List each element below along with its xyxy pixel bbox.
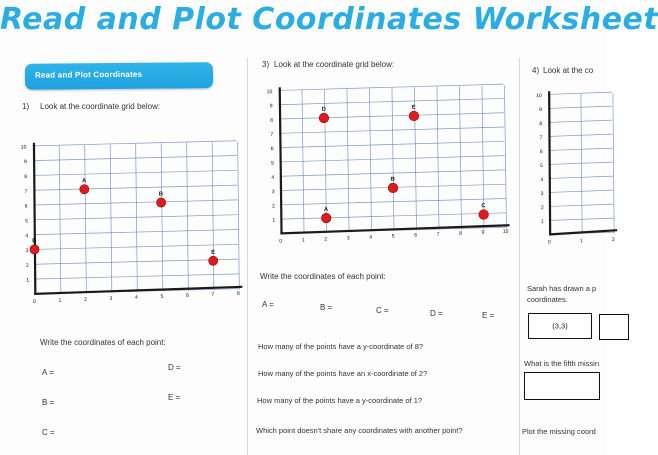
svg-text:6: 6 bbox=[185, 292, 189, 299]
section-banner bbox=[25, 62, 213, 90]
svg-text:6: 6 bbox=[539, 149, 543, 156]
q3-answer-c[interactable]: C = bbox=[376, 306, 389, 315]
q4-given-coordinate-value: (3,3) bbox=[552, 321, 568, 331]
svg-text:8: 8 bbox=[236, 290, 240, 297]
svg-text:2: 2 bbox=[271, 203, 275, 210]
svg-text:6: 6 bbox=[270, 146, 274, 153]
svg-text:10: 10 bbox=[502, 228, 509, 235]
svg-text:7: 7 bbox=[539, 135, 543, 142]
svg-text:2: 2 bbox=[83, 296, 87, 303]
svg-text:8: 8 bbox=[270, 117, 274, 124]
grid-1 bbox=[14, 136, 243, 310]
svg-text:0: 0 bbox=[547, 239, 551, 246]
svg-text:3: 3 bbox=[109, 295, 113, 302]
grid-4 bbox=[532, 87, 615, 248]
svg-text:2: 2 bbox=[324, 236, 328, 243]
q1-prompt: Look at the coordinate grid below: bbox=[40, 102, 161, 111]
svg-text:9: 9 bbox=[481, 229, 485, 236]
q4-statement-line2: coordinates. bbox=[527, 295, 568, 304]
svg-text:3: 3 bbox=[25, 248, 29, 255]
svg-text:4: 4 bbox=[25, 233, 29, 240]
svg-text:0: 0 bbox=[32, 298, 36, 305]
svg-text:B: B bbox=[158, 191, 164, 198]
q3-instruction: Write the coordinates of each point: bbox=[260, 272, 386, 281]
svg-text:5: 5 bbox=[160, 293, 164, 300]
q4-question: What is the fifth missin bbox=[524, 359, 600, 368]
svg-text:0: 0 bbox=[279, 238, 283, 245]
svg-text:D: D bbox=[321, 106, 326, 113]
svg-text:9: 9 bbox=[23, 159, 27, 166]
svg-text:6: 6 bbox=[414, 232, 418, 239]
svg-text:8: 8 bbox=[459, 230, 463, 237]
svg-text:1: 1 bbox=[579, 238, 583, 245]
svg-text:E: E bbox=[411, 104, 416, 111]
svg-text:4: 4 bbox=[540, 177, 544, 184]
svg-text:1: 1 bbox=[540, 219, 544, 226]
svg-text:5: 5 bbox=[270, 160, 275, 167]
svg-text:5: 5 bbox=[391, 233, 395, 240]
q4-second-coordinate-box[interactable] bbox=[599, 314, 629, 340]
svg-text:3: 3 bbox=[540, 191, 544, 198]
svg-text:9: 9 bbox=[269, 103, 273, 110]
q4-prompt: Look at the co bbox=[543, 66, 594, 75]
q3-answer-b[interactable]: B = bbox=[320, 303, 333, 312]
q3-prompt: Look at the coordinate grid below: bbox=[274, 60, 395, 69]
svg-text:2: 2 bbox=[611, 237, 615, 244]
svg-text:7: 7 bbox=[270, 131, 274, 139]
column-divider-1 bbox=[247, 58, 248, 455]
q3-answer-d[interactable]: D = bbox=[430, 309, 443, 318]
q3-answer-e[interactable]: E = bbox=[482, 311, 495, 320]
svg-text:C: C bbox=[481, 203, 486, 210]
q1-number: 1) bbox=[22, 102, 30, 111]
q3-answer-a[interactable]: A = bbox=[262, 300, 274, 309]
svg-text:7: 7 bbox=[211, 291, 215, 298]
grid-3 bbox=[262, 79, 511, 250]
svg-text:10: 10 bbox=[20, 144, 27, 151]
q1-answer-e[interactable]: E = bbox=[168, 393, 181, 402]
svg-text:2: 2 bbox=[540, 205, 544, 212]
q1-answer-c[interactable]: C = bbox=[42, 428, 55, 437]
svg-text:B: B bbox=[390, 176, 395, 183]
q3-question-4: Which point doesn't share any coordinates with another point? bbox=[256, 426, 463, 435]
svg-text:10: 10 bbox=[535, 93, 542, 100]
q4-statement-line1: Sarah has drawn a p bbox=[527, 284, 597, 293]
svg-text:5: 5 bbox=[540, 163, 544, 170]
svg-text:1: 1 bbox=[58, 297, 62, 304]
svg-text:9: 9 bbox=[539, 107, 543, 114]
svg-text:4: 4 bbox=[134, 294, 138, 301]
q1-answer-b[interactable]: B = bbox=[42, 398, 55, 407]
section-banner-label: Read and Plot Coordinates bbox=[34, 69, 143, 80]
svg-text:7: 7 bbox=[436, 231, 440, 238]
q4-number: 4) bbox=[532, 66, 540, 75]
svg-text:1: 1 bbox=[26, 277, 30, 284]
svg-text:3: 3 bbox=[271, 189, 275, 196]
svg-text:8: 8 bbox=[24, 174, 28, 181]
svg-text:8: 8 bbox=[539, 121, 543, 128]
svg-text:A: A bbox=[82, 178, 87, 185]
q4-answer-box[interactable] bbox=[524, 372, 600, 400]
q3-number: 3) bbox=[262, 60, 270, 69]
q1-answer-d[interactable]: D = bbox=[168, 363, 181, 372]
q4-given-coordinate-box[interactable] bbox=[528, 313, 592, 339]
svg-text:6: 6 bbox=[24, 203, 28, 210]
svg-text:D: D bbox=[32, 238, 37, 245]
svg-text:1: 1 bbox=[301, 237, 305, 244]
svg-text:5: 5 bbox=[25, 218, 29, 225]
svg-text:2: 2 bbox=[25, 262, 29, 269]
svg-text:1: 1 bbox=[272, 217, 276, 224]
svg-text:E: E bbox=[211, 249, 216, 256]
svg-text:4: 4 bbox=[271, 174, 275, 181]
svg-text:A: A bbox=[323, 206, 329, 213]
q3-question-3: How many of the points have a y-coordinate of 1? bbox=[257, 396, 423, 405]
svg-text:3: 3 bbox=[346, 235, 350, 242]
page-title: Read and Plot Coordinates Worksheet bbox=[0, 2, 658, 37]
q3-question-2: How many of the points have an x-coordinate of 2? bbox=[258, 369, 428, 378]
q3-question-1: How many of the points have a y-coordinate of 8? bbox=[258, 342, 424, 351]
q1-instruction: Write the coordinates of each point: bbox=[40, 338, 166, 347]
q1-answer-a[interactable]: A = bbox=[42, 368, 54, 377]
svg-text:10: 10 bbox=[266, 89, 273, 96]
column-divider-2 bbox=[519, 58, 520, 455]
svg-text:4: 4 bbox=[369, 234, 373, 241]
q4-final-instruction: Plot the missing coord bbox=[522, 427, 596, 436]
svg-text:7: 7 bbox=[24, 188, 28, 195]
